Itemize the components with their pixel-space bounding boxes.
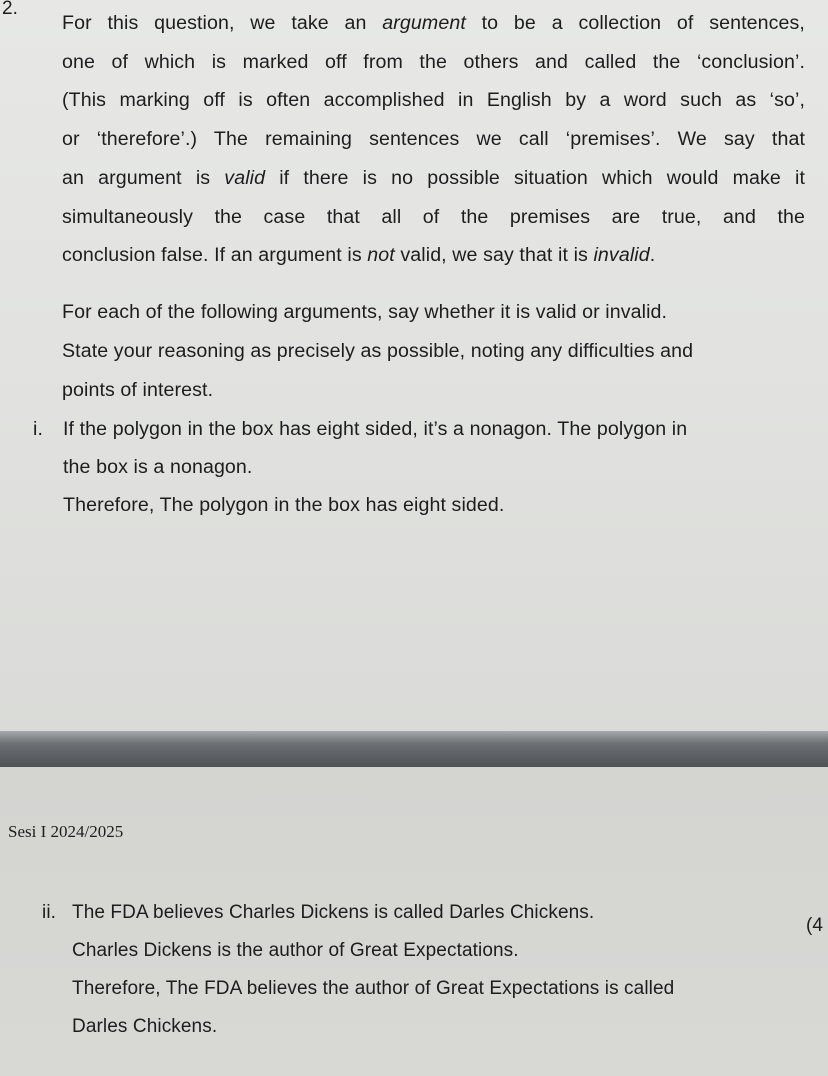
intro-line: For this question, we take an argument to be a collection of sentences,: [62, 12, 805, 34]
argument-i: [33, 410, 793, 524]
intro-line: or ‘therefore’.) The remaining sentences we call ‘premises’. We say that: [62, 128, 805, 151]
instruction-line: For each of the following arguments, say whether it is valid or invalid.: [62, 301, 668, 323]
argument-conclusion: Therefore, The polygon in the box has eight sided.: [63, 494, 505, 516]
question-intro-paragraph: [62, 4, 805, 275]
argument-line: the box is a nonagon.: [63, 456, 253, 478]
argument-line: The FDA believes Charles Dickens is called Darles Chickens.: [72, 902, 595, 923]
marks-label: (4: [806, 915, 823, 936]
intro-line: an argument is valid if there is no possible situation which would make it: [62, 166, 805, 189]
instruction-line: State your reasoning as precisely as possible, noting any difficulties and: [62, 340, 694, 362]
item-label: ii.: [42, 902, 57, 923]
argument-line: Charles Dickens is the author of Great Expectations.: [72, 940, 519, 961]
intro-line: one of which is marked off from the others and called the ‘conclusion’.: [62, 50, 805, 73]
page-fold-shadow: [0, 731, 828, 767]
session-label: Sesi I 2024/2025: [8, 822, 124, 841]
question-number: 2.: [2, 0, 18, 19]
intro-line: conclusion false. If an argument is not valid, we say that it is invalid.: [62, 244, 656, 267]
intro-line: simultaneously the case that all of the premises are true, and the: [62, 205, 805, 228]
argument-line: If the polygon in the box has eight sided, it’s a nonagon. The polygon in: [63, 418, 688, 440]
argument-ii: [42, 894, 762, 1046]
instructions-paragraph: [62, 293, 787, 410]
instruction-line: points of interest.: [62, 379, 214, 401]
intro-line: (This marking off is often accomplished in English by a word such as ‘so’,: [62, 89, 805, 112]
argument-conclusion: Therefore, The FDA believes the author of Great Expectations is called: [72, 978, 675, 999]
item-label: i.: [33, 418, 43, 440]
argument-conclusion-continued: Darles Chickens.: [72, 1016, 218, 1037]
